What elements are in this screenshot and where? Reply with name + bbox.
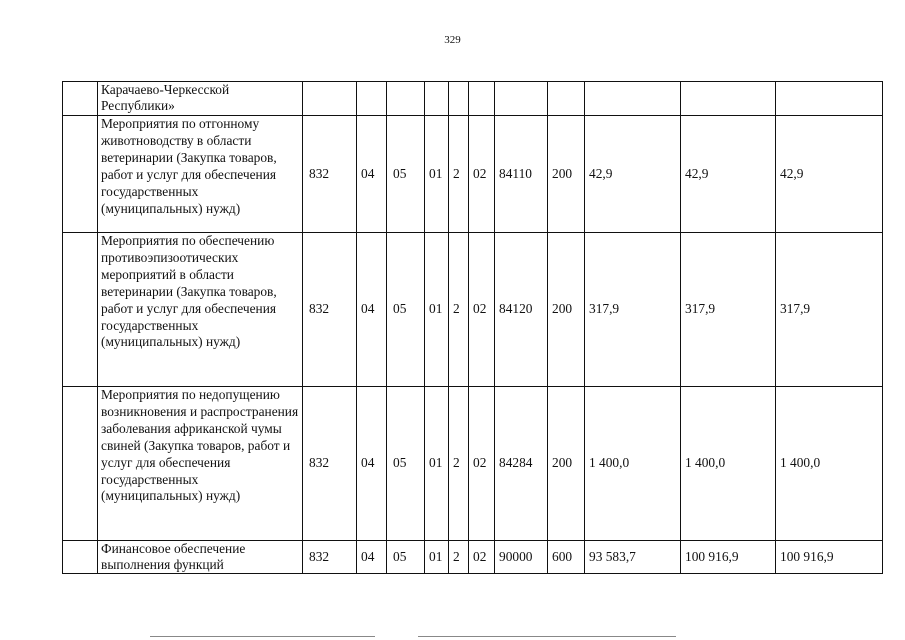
table-row bbox=[63, 82, 883, 116]
ministry-code-cell: 832 bbox=[303, 541, 357, 574]
table-row bbox=[63, 541, 883, 574]
table-row bbox=[63, 387, 883, 541]
expense-type-cell: 200 bbox=[548, 387, 585, 541]
amount-year1-cell: 93 583,7 bbox=[585, 541, 681, 574]
amount-year2-cell: 100 916,9 bbox=[681, 541, 776, 574]
amount-year2-cell: 317,9 bbox=[681, 233, 776, 387]
section-code-cell: 04 bbox=[357, 387, 387, 541]
section-code-cell: 04 bbox=[357, 541, 387, 574]
direction-code-cell: 84120 bbox=[495, 233, 548, 387]
row-name-cell: Мероприятия по отгонному животноводству в области ветеринарии (Закупка товаров, работ и услуг для обеспечения государственных (муниципальных) нужд) bbox=[98, 116, 303, 233]
subprogram-code-cell: 2 bbox=[449, 233, 469, 387]
program-code-cell: 01 bbox=[425, 116, 449, 233]
event-code-cell: 02 bbox=[469, 541, 495, 574]
event-code-cell: 02 bbox=[469, 387, 495, 541]
event-code-cell bbox=[469, 82, 495, 116]
amount-year1-cell: 42,9 bbox=[585, 116, 681, 233]
subsection-code-cell: 05 bbox=[387, 233, 425, 387]
row-number-cell bbox=[63, 233, 98, 387]
program-code-cell: 01 bbox=[425, 387, 449, 541]
expense-type-cell bbox=[548, 82, 585, 116]
amount-year3-cell: 317,9 bbox=[776, 233, 883, 387]
amount-year1-cell bbox=[585, 82, 681, 116]
row-number-cell bbox=[63, 387, 98, 541]
ministry-code-cell: 832 bbox=[303, 233, 357, 387]
budget-table bbox=[62, 81, 883, 574]
subprogram-code-cell: 2 bbox=[449, 387, 469, 541]
section-code-cell: 04 bbox=[357, 116, 387, 233]
amount-year2-cell bbox=[681, 82, 776, 116]
row-name-cell: Мероприятия по обеспечению противоэпизоотических мероприятий в области ветеринарии (Закупка товаров, работ и услуг для обеспечения государственных (муниципальных) нужд) bbox=[98, 233, 303, 387]
subprogram-code-cell: 2 bbox=[449, 116, 469, 233]
direction-code-cell: 84110 bbox=[495, 116, 548, 233]
direction-code-cell: 84284 bbox=[495, 387, 548, 541]
direction-code-cell bbox=[495, 82, 548, 116]
program-code-cell: 01 bbox=[425, 541, 449, 574]
subprogram-code-cell bbox=[449, 82, 469, 116]
amount-year2-cell: 42,9 bbox=[681, 116, 776, 233]
subsection-code-cell: 05 bbox=[387, 387, 425, 541]
ministry-code-cell: 832 bbox=[303, 116, 357, 233]
amount-year3-cell: 100 916,9 bbox=[776, 541, 883, 574]
page-number: 329 bbox=[444, 34, 461, 46]
subsection-code-cell bbox=[387, 82, 425, 116]
expense-type-cell: 200 bbox=[548, 233, 585, 387]
amount-year3-cell: 42,9 bbox=[776, 116, 883, 233]
ministry-code-cell bbox=[303, 82, 357, 116]
event-code-cell: 02 bbox=[469, 116, 495, 233]
expense-type-cell: 200 bbox=[548, 116, 585, 233]
table-row bbox=[63, 233, 883, 387]
amount-year3-cell bbox=[776, 82, 883, 116]
row-name-cell: Финансовое обеспечение выполнения функций bbox=[98, 541, 303, 574]
row-name-cell: Карачаево-Черкесской Республики» bbox=[98, 82, 303, 116]
section-code-cell: 04 bbox=[357, 233, 387, 387]
amount-year3-cell: 1 400,0 bbox=[776, 387, 883, 541]
subsection-code-cell: 05 bbox=[387, 541, 425, 574]
footer-divider bbox=[418, 636, 676, 637]
subsection-code-cell: 05 bbox=[387, 116, 425, 233]
row-number-cell bbox=[63, 116, 98, 233]
row-number-cell bbox=[63, 541, 98, 574]
expense-type-cell: 600 bbox=[548, 541, 585, 574]
direction-code-cell: 90000 bbox=[495, 541, 548, 574]
amount-year2-cell: 1 400,0 bbox=[681, 387, 776, 541]
footer-divider bbox=[150, 636, 375, 637]
subprogram-code-cell: 2 bbox=[449, 541, 469, 574]
program-code-cell bbox=[425, 82, 449, 116]
section-code-cell bbox=[357, 82, 387, 116]
event-code-cell: 02 bbox=[469, 233, 495, 387]
row-number-cell bbox=[63, 82, 98, 116]
program-code-cell: 01 bbox=[425, 233, 449, 387]
ministry-code-cell: 832 bbox=[303, 387, 357, 541]
amount-year1-cell: 317,9 bbox=[585, 233, 681, 387]
row-name-cell: Мероприятия по недопущению возникновения и распространения заболевания африканской чумы свиней (Закупка товаров, работ и услуг для обеспечения государственных (муниципальных) нужд) bbox=[98, 387, 303, 541]
table-row bbox=[63, 116, 883, 233]
amount-year1-cell: 1 400,0 bbox=[585, 387, 681, 541]
